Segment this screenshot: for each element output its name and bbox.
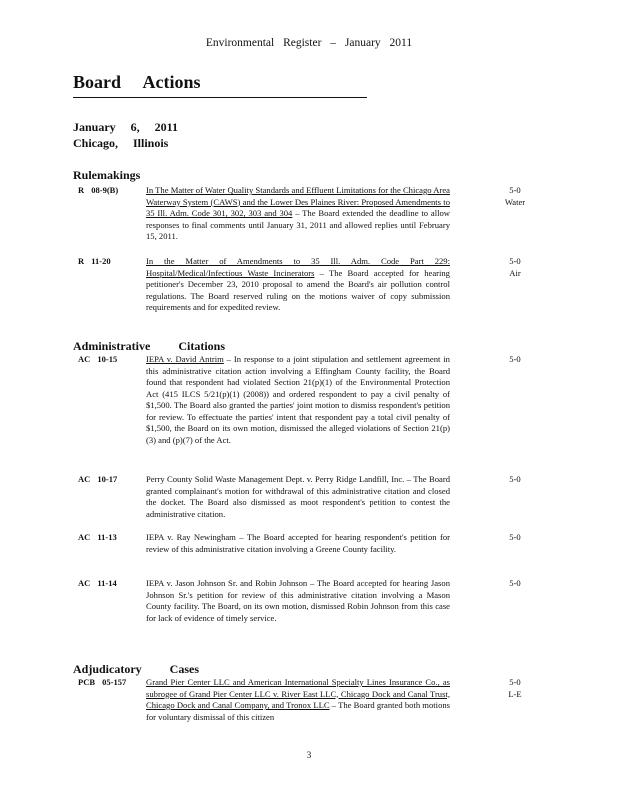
vote-count: 5-0: [509, 532, 521, 542]
case-description: [146, 532, 450, 555]
section-label: Citations: [178, 339, 225, 353]
case-text: IEPA v. Jason Johnson Sr. and Robin Johnson – The Board accepted for hearing Jason Johnson Sr.'s petition for review of this administrative citation involving a Mason County facility. The Board, on its own motion, dismissed Robin Johnson from this case for lack of evidence of timely service.: [146, 578, 450, 623]
vote-category: L-E: [508, 688, 522, 699]
case-caption: IEPA v. David Antrim: [146, 354, 224, 364]
case-caption: In the Matter of Amendments to 35 Ill. Adm. Code Part 229: Hospital/Medical/Infectious Waste Incinerators: [146, 256, 450, 278]
section-label: Cases: [169, 662, 200, 676]
case-id: AC 11-14: [78, 578, 117, 588]
vote-count: 5-0: [509, 185, 521, 195]
vote-count: 5-0: [509, 354, 521, 364]
case-text: Perry County Solid Waste Management Dept. v. Perry Ridge Landfill, Inc. – The Board granted complainant's motion for withdrawal of this administrative citation and closed the docket. The Board also dismissed as moot respondent's petition to contest the administrative citation.: [146, 474, 450, 519]
section-adjudicatory-cases: [73, 662, 199, 677]
meeting-place: Chicago, Illinois: [73, 136, 169, 150]
vote-count: 5-0: [509, 578, 521, 588]
case-description: [146, 578, 450, 624]
case-text: – The Board granted both motions for voluntary dismissal of this citizen: [146, 700, 451, 722]
case-id: R 11-20: [78, 256, 111, 266]
case-id: AC 10-17: [78, 474, 118, 484]
vote-tally: [490, 185, 540, 208]
section-label: Administrative: [73, 339, 151, 353]
case-caption: Grand Pier Center LLC and American International Specialty Lines Insurance Co., as subrogee of Grand Pier Center LLC v. River East LLC, Chicago Dock and Canal Trust, Chicago Dock and Canal Company, and Tronox LLC: [146, 677, 450, 710]
vote-count: 5-0: [509, 256, 521, 266]
case-text: – The Board extended the deadline to allow responses to final comments until January 31, 2011 and allowed replies until February 15, 2011.: [146, 208, 450, 241]
vote-tally: [490, 474, 540, 486]
meeting-date: January 6, 2011: [73, 120, 179, 134]
case-description: [146, 677, 450, 723]
vote-count: 5-0: [509, 677, 521, 687]
section-administrative-citations: [73, 339, 225, 354]
case-description: [146, 185, 450, 243]
vote-category: Air: [509, 267, 521, 278]
vote-tally: [490, 578, 540, 590]
running-header: Environmental Register – January 2011: [205, 37, 413, 49]
case-id: R 08-9(B): [78, 185, 119, 195]
page-title: Board Actions: [73, 72, 201, 92]
case-description: [146, 354, 450, 446]
vote-tally: [490, 354, 540, 366]
title-rule: [73, 97, 367, 98]
case-description: [146, 256, 450, 314]
case-text: – The Board accepted for hearing petitioner's December 23, 2010 proposal to amend the Board's air pollution control regulations. The Board reserved ruling on the motions waiver of copy submission requirements and for expedited review.: [146, 267, 450, 312]
case-text: – In response to a joint stipulation and settlement agreement in this administrative citation action involving a Effingham County facility, the Board found that respondent had violated Section 21(p)(1) of the Environmental Protection Act (415 ILCS 5/21(p)(1) (2008)) and ordered respondent to pay a civil penalty of $1,500. The Board also granted the parties' joint motion to dismiss respondent's petition for review. To effectuate the parties' intent that respondent pay a total civil penalty of $1,500, the Board on its own motion, dismissed the alleged violations of Section 21(p)(3) and (p)(7) of the Act.: [146, 354, 450, 445]
case-text: IEPA v. Ray Newingham – The Board accepted for hearing respondent's petition for review of this administrative citation involving a Greene County facility.: [146, 532, 450, 554]
meeting-info: [73, 119, 178, 151]
case-caption: In The Matter of Water Quality Standards and Effluent Limitations for the Chicago Area Waterway System (CAWS) and the Lower Des Plaines River: Proposed Amendments to 35 Ill. Adm. Code 301, 302, 303 and 304: [146, 185, 450, 218]
vote-category: Water: [504, 196, 526, 207]
vote-tally: [490, 256, 540, 279]
case-id: AC 10-15: [78, 354, 118, 364]
section-rulemakings: Rulemakings: [73, 168, 141, 182]
page-number: 3: [306, 750, 312, 760]
case-id: AC 11-13: [78, 532, 117, 542]
case-description: [146, 474, 450, 520]
vote-count: 5-0: [509, 474, 521, 484]
section-label: Adjudicatory: [73, 662, 142, 676]
vote-tally: [490, 677, 540, 700]
case-id: PCB 05-157: [78, 677, 127, 687]
vote-tally: [490, 532, 540, 544]
